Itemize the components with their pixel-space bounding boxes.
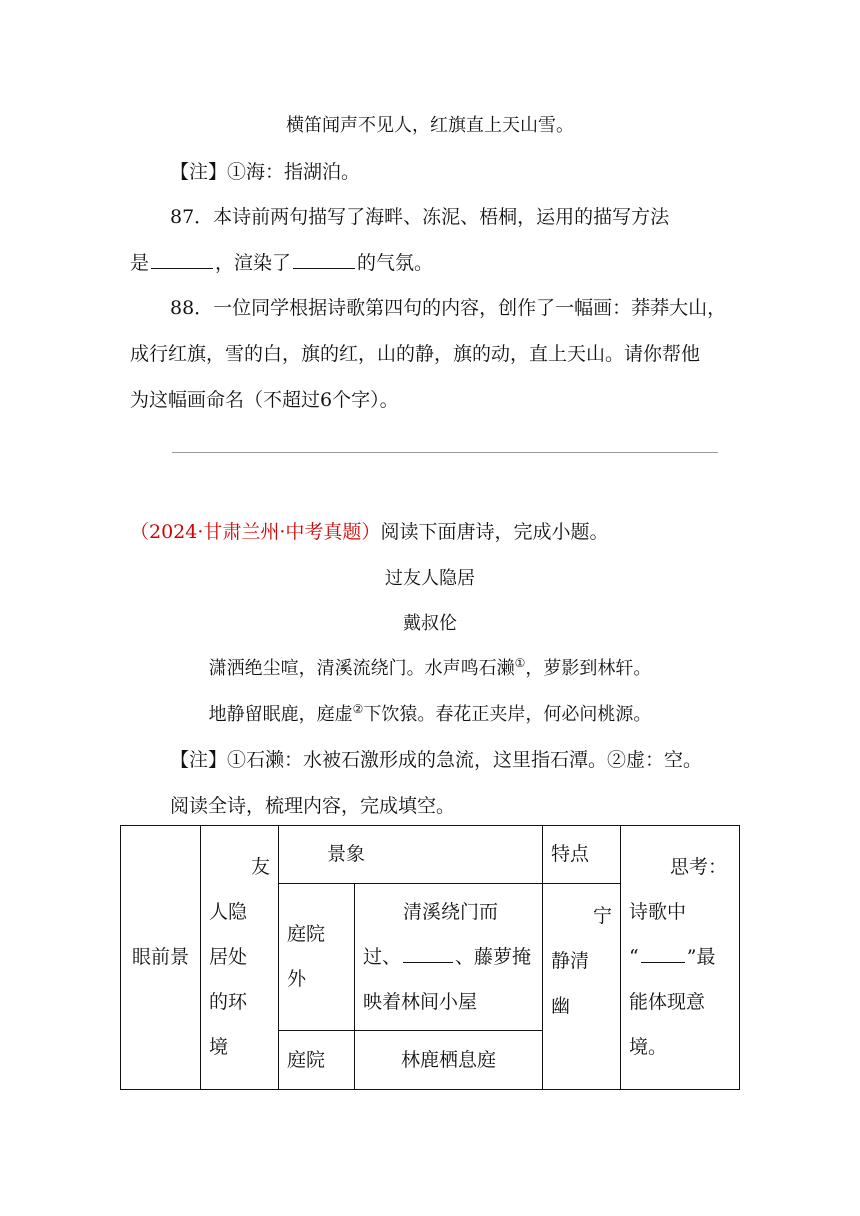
poem-line-1: 潇洒绝尘喧，清溪流绕门。水声鸣石濑①，萝影到林轩。 (208, 656, 652, 679)
answer-blank[interactable] (403, 960, 453, 963)
outside-yard-label: 庭院 外 (279, 884, 355, 1031)
thinking-cell: 思考： 诗歌中 “ ”最 能体现意 境。 (621, 826, 740, 1090)
outside-yard-description: 清溪绕门而 过、 、藤萝掩 映着林间小屋 (355, 884, 543, 1031)
exam-source: （2024·甘肃兰州·中考真题） (130, 521, 381, 543)
answer-line[interactable] (172, 452, 718, 453)
answer-blank[interactable] (151, 266, 213, 269)
analysis-table (120, 825, 740, 1090)
header-scene: 景象 (279, 826, 543, 884)
question-88-line-3: 为这幅画命名（不超过6个字）。 (130, 389, 399, 411)
header-feature: 特点 (543, 826, 621, 884)
poem-line-2: 地静留眠鹿，庭虚②下饮猿。春花正夹岸，何必问桃源。 (208, 702, 652, 725)
question-88-line-1: 88．一位同学根据诗歌第四句的内容，创作了一幅画：莽莽大山， (170, 297, 727, 319)
note-1: 【注】①海：指湖泊。 (170, 161, 361, 183)
task-instruction: 阅读全诗，梳理内容，完成填空。 (170, 795, 456, 817)
question-intro: 阅读下面唐诗，完成小题。 (380, 521, 609, 543)
question-88-line-2: 成行红旗，雪的白，旗的红，山的静，旗的动，直上天山。请你帮他 (130, 343, 701, 365)
inside-yard-description: 林鹿栖息庭 (355, 1031, 543, 1090)
question-header (130, 520, 608, 544)
feature-value: 宁 静清 幽 (543, 884, 621, 1090)
question-87-line-2: 是 ，渲染了 的气氛。 (130, 252, 434, 274)
inside-yard-label: 庭院 (279, 1031, 355, 1090)
row-header-scenery: 眼前景 (121, 826, 201, 1090)
environment-label: 友 人隐 居处 的环 境 (201, 826, 279, 1090)
answer-blank[interactable] (293, 266, 355, 269)
poem-author: 戴叔伦 (403, 613, 457, 634)
poem-title: 过友人隐居 (385, 568, 475, 589)
poem-last-line: 横笛闻声不见人，红旗直上天山雪。 (286, 115, 574, 136)
note-2: 【注】①石濑：水被石激形成的急流，这里指石潭。②虚：空。 (170, 749, 703, 771)
answer-blank[interactable] (641, 960, 685, 963)
question-87-line-1: 87．本诗前两句描写了海畔、冻泥、梧桐，运用的描写方法 (170, 206, 670, 228)
